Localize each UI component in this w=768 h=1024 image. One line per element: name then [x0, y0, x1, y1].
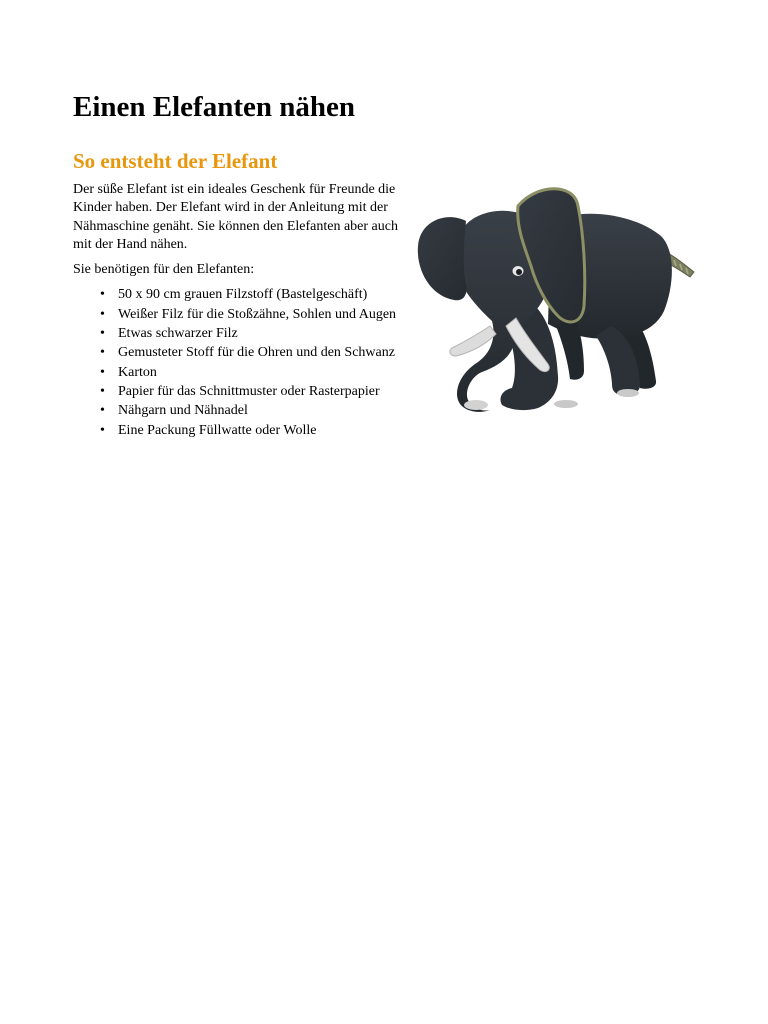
back-sole [617, 389, 639, 397]
list-item: • Gemusteter Stoff für die Ohren und den Schwanz [118, 344, 403, 362]
page-title: Einen Elefanten nähen [73, 91, 355, 123]
elephant-photo [406, 176, 698, 422]
list-item: • Weißer Filz für die Stoßzähne, Sohlen und Augen [118, 306, 403, 324]
list-item: • Etwas schwarzer Filz [118, 325, 403, 343]
materials-list [73, 286, 403, 439]
body-text-column [73, 181, 403, 441]
front-sole [554, 400, 578, 408]
intro-paragraph: Der süße Elefant ist ein ideales Geschenk für Freunde die Kinder haben. Der Elefant wird in der Anleitung mit der Nähmaschine genäht. Sie können den Elefanten aber auch mit der Hand nähen. [73, 182, 398, 252]
section-heading: So entsteht der Elefant [73, 149, 278, 173]
trunk-tip [464, 400, 488, 410]
materials-intro: Sie benötigen für den Elefanten: [73, 262, 255, 278]
elephant-ear-left [418, 217, 467, 300]
list-item: • 50 x 90 cm grauen Filzstoff (Bastelgeschäft) [118, 286, 403, 304]
list-item: • Nähgarn und Nähnadel [118, 402, 403, 420]
list-item: • Papier für das Schnittmuster oder Rasterpapier [118, 383, 403, 401]
list-item: • Karton [118, 364, 403, 382]
list-item: • Eine Packung Füllwatte oder Wolle [118, 422, 403, 440]
stuffed-elephant-illustration [406, 176, 698, 422]
